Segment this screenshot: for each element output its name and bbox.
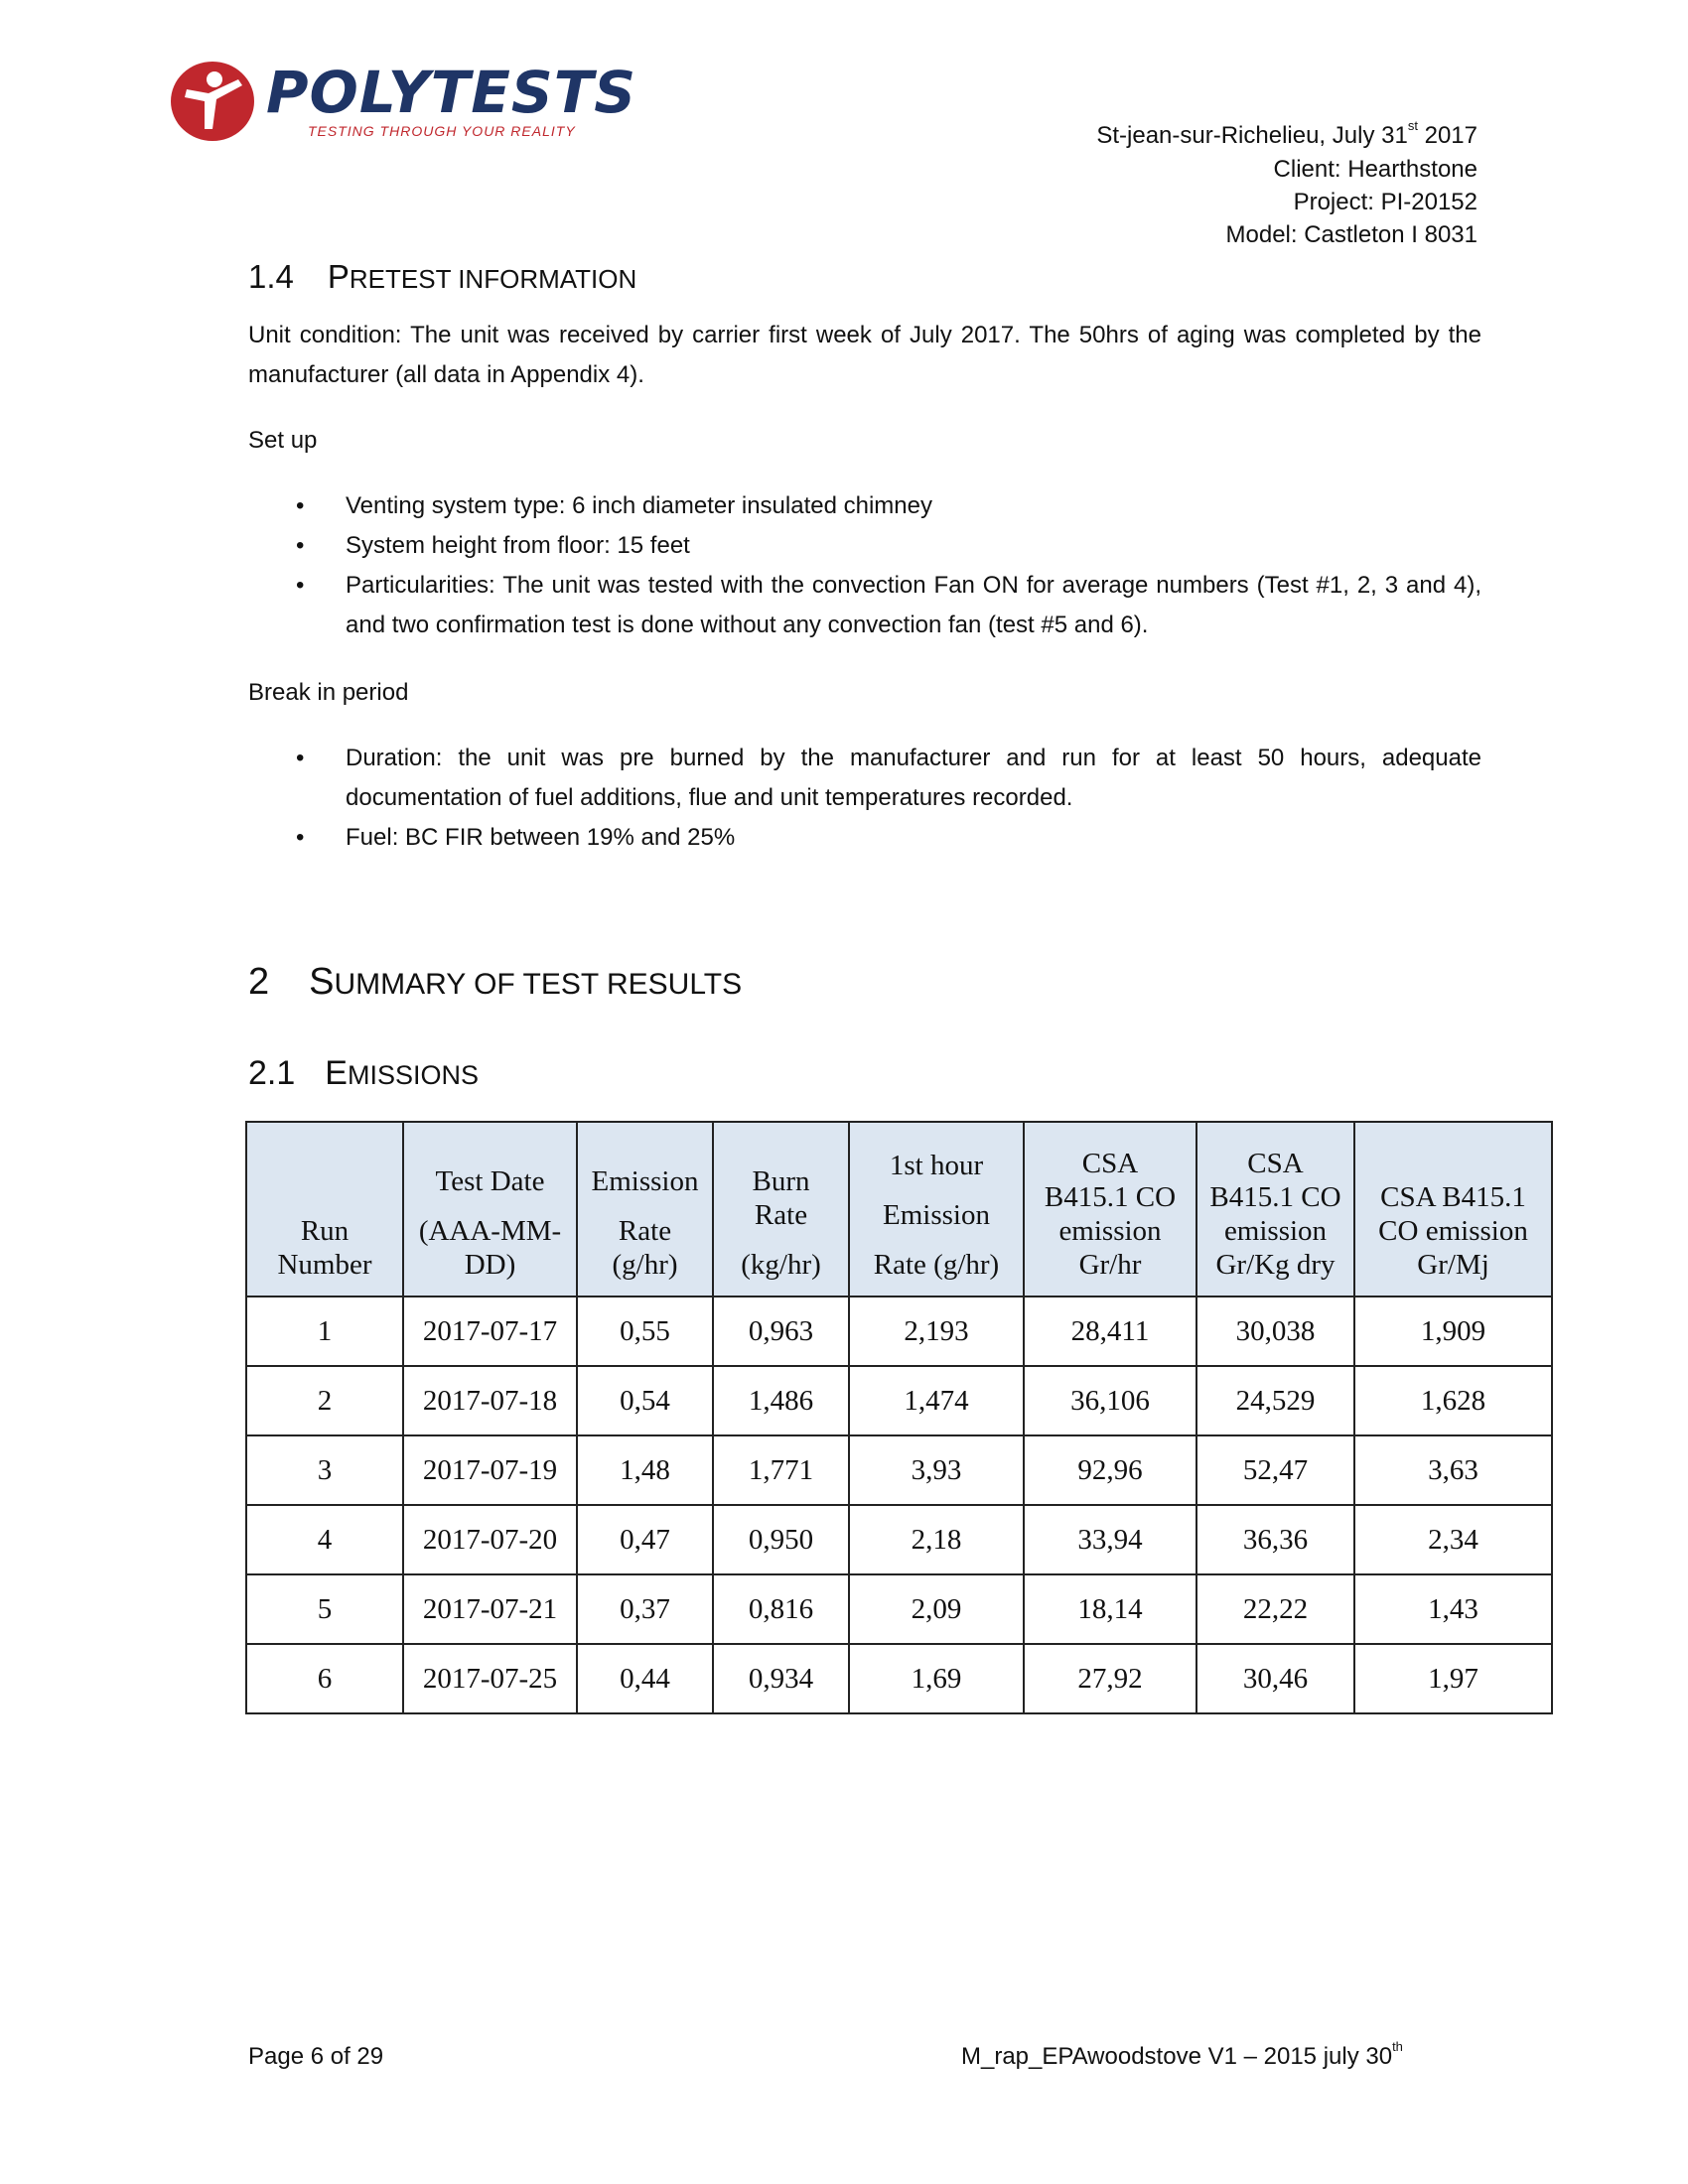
table-cell: 22,22 — [1196, 1574, 1354, 1644]
table-cell: 4 — [246, 1505, 403, 1574]
section-1-4-heading — [248, 258, 636, 296]
table-cell: 27,92 — [1024, 1644, 1196, 1713]
list-item: • Venting system type: 6 inch diameter insulated chimney — [296, 492, 932, 519]
section-title-rest: RETEST INFORMATION — [349, 264, 637, 294]
table-cell: 1,43 — [1354, 1574, 1552, 1644]
list-item: • Duration: the unit was pre burned by the manufacturer and run for at least 50 hours, adequate documentation of fuel additions, flue and unit temperatures recorded. — [296, 745, 1481, 811]
table-cell: 1,771 — [713, 1435, 849, 1505]
table-cell: 0,47 — [577, 1505, 713, 1574]
table-row — [246, 1435, 1552, 1505]
table-cell: 28,411 — [1024, 1297, 1196, 1366]
section-2-heading — [248, 961, 742, 1004]
table-cell: 1,474 — [849, 1366, 1024, 1435]
table-cell: 2,193 — [849, 1297, 1024, 1366]
table-cell: 2017-07-17 — [403, 1297, 577, 1366]
table-cell: 2017-07-18 — [403, 1366, 577, 1435]
header-burn-rate: Burn Rate (kg/hr) — [713, 1122, 849, 1297]
table-row — [246, 1297, 1552, 1366]
section-title-initial: S — [309, 961, 335, 1003]
emissions-table — [245, 1121, 1553, 1714]
list-item: • Fuel: BC FIR between 19% and 25% — [296, 824, 736, 851]
table-cell: 0,37 — [577, 1574, 713, 1644]
table-cell: 52,47 — [1196, 1435, 1354, 1505]
table-cell: 0,950 — [713, 1505, 849, 1574]
header-co-gr-mj: CSA B415.1 CO emission Gr/Mj — [1354, 1122, 1552, 1297]
table-cell: 2,34 — [1354, 1505, 1552, 1574]
table-cell: 18,14 — [1024, 1574, 1196, 1644]
section-title-initial: P — [327, 258, 350, 295]
table-cell: 0,934 — [713, 1644, 849, 1713]
table-cell: 0,54 — [577, 1366, 713, 1435]
table-cell: 1,97 — [1354, 1644, 1552, 1713]
header-model: Model: Castleton I 8031 — [1225, 221, 1477, 248]
setup-label: Set up — [248, 427, 318, 454]
table-cell: 1,69 — [849, 1644, 1024, 1713]
table-cell: 3,63 — [1354, 1435, 1552, 1505]
list-item: • System height from floor: 15 feet — [296, 532, 690, 559]
table-cell: 1,628 — [1354, 1366, 1552, 1435]
table-cell: 1,909 — [1354, 1297, 1552, 1366]
table-cell: 30,038 — [1196, 1297, 1354, 1366]
header-run-number: Run Number — [246, 1122, 403, 1297]
header-test-date: Test Date (AAA-MM- DD) — [403, 1122, 577, 1297]
header-emission-rate: Emission Rate (g/hr) — [577, 1122, 713, 1297]
header-project: Project: PI-20152 — [1293, 189, 1477, 215]
unit-condition-paragraph: Unit condition: The unit was received by carrier first week of July 2017. The 50hrs of aging was completed by the manufacturer (all data in Appendix 4). — [248, 322, 1481, 388]
table-cell: 3 — [246, 1435, 403, 1505]
table-row — [246, 1505, 1552, 1574]
header-co-gr-kg: CSA B415.1 CO emission Gr/Kg dry — [1196, 1122, 1354, 1297]
table-header-row — [246, 1122, 1552, 1297]
section-number: 2.1 — [248, 1054, 296, 1092]
section-title-rest: MISSIONS — [347, 1060, 479, 1090]
table-cell: 0,963 — [713, 1297, 849, 1366]
table-cell: 2,09 — [849, 1574, 1024, 1644]
logo-tagline: TESTING THROUGH YOUR REALITY — [308, 123, 576, 139]
table-cell: 1,486 — [713, 1366, 849, 1435]
polytests-logo-icon — [169, 60, 264, 143]
table-cell: 0,55 — [577, 1297, 713, 1366]
table-body — [246, 1297, 1552, 1713]
header-first-hour-emission: 1st hour Emission Rate (g/hr) — [849, 1122, 1024, 1297]
header-date: St-jean-sur-Richelieu, July 31st 2017 — [1096, 118, 1477, 149]
section-number: 2 — [248, 961, 270, 1003]
table-row — [246, 1366, 1552, 1435]
table-cell: 33,94 — [1024, 1505, 1196, 1574]
table-cell: 2 — [246, 1366, 403, 1435]
table-cell: 0,44 — [577, 1644, 713, 1713]
table-cell: 92,96 — [1024, 1435, 1196, 1505]
table-row — [246, 1644, 1552, 1713]
section-title-rest: UMMARY OF TEST RESULTS — [334, 968, 743, 1001]
table-cell: 24,529 — [1196, 1366, 1354, 1435]
section-number: 1.4 — [248, 258, 294, 295]
list-item: • Particularities: The unit was tested with the convection Fan ON for average numbers (Test #1, 2, 3 and 4), and two confirmation test is done without any convection fan (test #5 and 6). — [296, 572, 1481, 638]
break-in-list — [248, 739, 1481, 858]
table-cell: 1 — [246, 1297, 403, 1366]
table-cell: 36,106 — [1024, 1366, 1196, 1435]
table-cell: 1,48 — [577, 1435, 713, 1505]
section-title-initial: E — [325, 1054, 348, 1092]
table-cell: 0,816 — [713, 1574, 849, 1644]
page-number: Page 6 of 29 — [248, 2043, 384, 2070]
table-cell: 5 — [246, 1574, 403, 1644]
table-cell: 3,93 — [849, 1435, 1024, 1505]
break-in-label: Break in period — [248, 679, 409, 706]
section-2-1-heading — [248, 1054, 479, 1093]
table-cell: 2017-07-21 — [403, 1574, 577, 1644]
table-cell: 6 — [246, 1644, 403, 1713]
header-client: Client: Hearthstone — [1273, 156, 1477, 183]
table-cell: 2,18 — [849, 1505, 1024, 1574]
table-cell: 2017-07-19 — [403, 1435, 577, 1505]
table-row — [246, 1574, 1552, 1644]
table-cell: 36,36 — [1196, 1505, 1354, 1574]
setup-list — [248, 486, 1481, 645]
table-cell: 30,46 — [1196, 1644, 1354, 1713]
logo-wordmark: POLYTESTS — [266, 59, 637, 126]
document-reference: M_rap_EPAwoodstove V1 – 2015 july 30th — [961, 2039, 1403, 2070]
table-cell: 2017-07-20 — [403, 1505, 577, 1574]
table-cell: 2017-07-25 — [403, 1644, 577, 1713]
header-co-gr-hr: CSA B415.1 CO emission Gr/hr — [1024, 1122, 1196, 1297]
